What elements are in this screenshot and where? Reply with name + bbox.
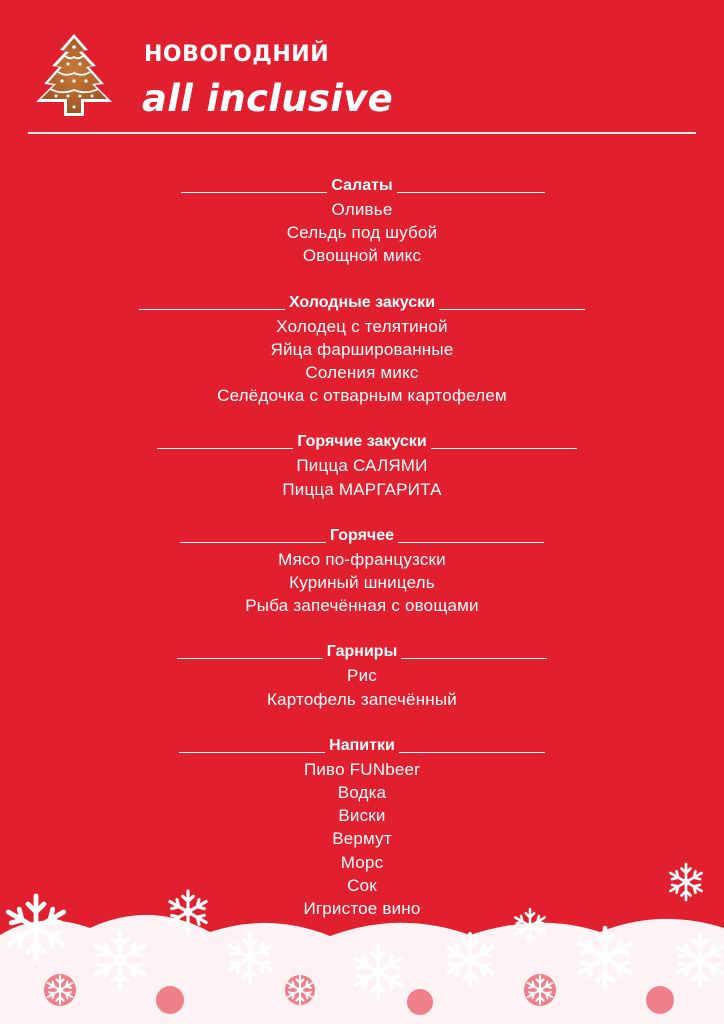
gingerbread-tree-icon	[28, 30, 120, 122]
section-title-text: Напитки	[329, 736, 395, 754]
section-title	[293, 430, 430, 454]
menu-item: Мясо по-французски	[278, 549, 446, 569]
menu-section	[0, 174, 724, 268]
menu-item: Пиво FUNbeer	[303, 759, 421, 779]
menu-item: Соления микс	[305, 363, 419, 383]
section-title	[327, 174, 396, 198]
menu-item: Рис	[347, 666, 377, 686]
menu-item: Оливье	[331, 200, 393, 219]
menu-item: Картофель запечённый	[266, 689, 457, 709]
section-title	[326, 524, 398, 548]
section-rule-left	[177, 658, 323, 659]
menu-list	[0, 174, 724, 943]
section-title-text: Холодные закуски	[288, 293, 436, 311]
menu-section	[0, 524, 724, 618]
snowflake-decoration	[0, 840, 724, 1024]
section-rule-left	[181, 192, 327, 193]
section-rule-left	[157, 448, 293, 449]
section-title-text: Гарниры	[326, 643, 398, 661]
section-rule-right	[398, 542, 544, 543]
menu-item: Холодец с телятиной	[276, 316, 448, 336]
menu-item: Водка	[337, 783, 387, 803]
menu-item: Селёдочка с отварным картофелем	[217, 386, 507, 406]
menu-section	[0, 291, 724, 408]
section-rule-left	[180, 542, 326, 543]
section-rule-right	[439, 309, 585, 310]
menu-item: Яйца фаршированные	[270, 339, 454, 359]
menu-section	[0, 430, 724, 500]
menu-item: Овощной микс	[302, 246, 422, 266]
section-rule-left	[179, 752, 325, 753]
menu-item: Сельдь под шубой	[286, 223, 438, 243]
menu-item: Виски	[338, 806, 386, 826]
section-title-text: Горячее	[329, 526, 395, 544]
menu-item: Рыба запечённая с овощами	[245, 596, 479, 616]
section-rule-right	[397, 192, 545, 193]
section-title	[285, 291, 439, 315]
title-line-1: НОВОГОДНИЙ	[144, 42, 330, 67]
menu-item: Пицца САЛЯМИ	[296, 456, 428, 476]
menu-item: Морс	[340, 852, 384, 872]
section-title	[325, 734, 399, 758]
menu-item: Сок	[347, 875, 377, 895]
section-rule-right	[431, 448, 577, 449]
menu-item: Вермут	[332, 829, 392, 849]
title-line-2: all inclusive	[142, 77, 394, 120]
section-rule-right	[399, 752, 545, 753]
menu-item: Игристое вино	[303, 899, 421, 919]
section-rule-left	[139, 309, 285, 310]
section-title-text: Салаты	[331, 177, 393, 194]
menu-item: Пицца МАРГАРИТА	[282, 479, 442, 499]
menu-item: Куриный шницель	[289, 573, 435, 593]
menu-section	[0, 640, 724, 710]
header-divider	[28, 132, 696, 134]
section-title	[323, 640, 401, 664]
section-rule-right	[401, 658, 547, 659]
section-title-text: Горячие закуски	[297, 433, 427, 451]
